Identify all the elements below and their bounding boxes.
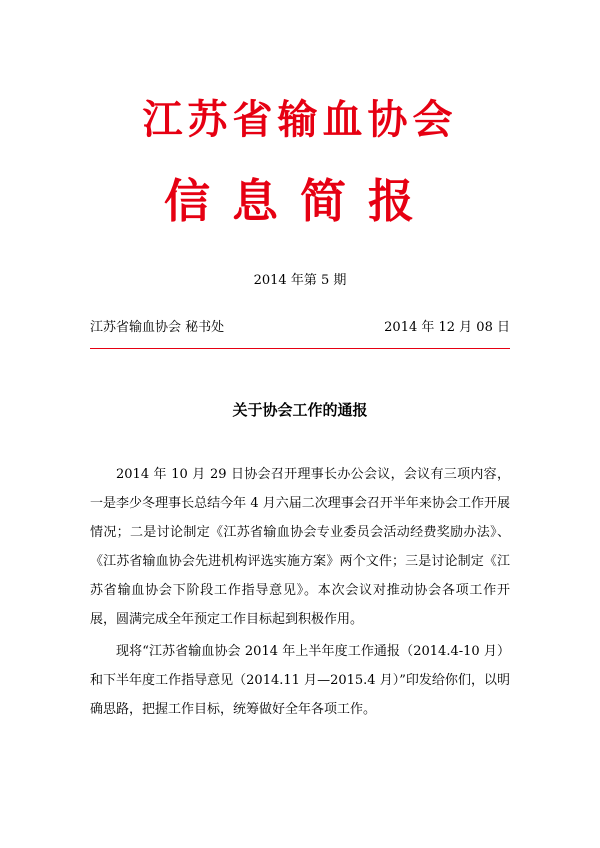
document-heading: 关于协会工作的通报: [232, 401, 368, 419]
body-paragraph: 现将“江苏省输血协会 2014 年上半年度工作通报（2014.4-10 月）和下半年度工作指导意见（2014.11 月—2015.4 月）”印发给你们，以明确思路，把握工作目标，统筹做好全年各项工作。: [90, 644, 510, 717]
header-divider: [90, 348, 510, 349]
issuer-row: [90, 319, 510, 337]
issuing-office: 江苏省输血协会 秘书处: [90, 320, 225, 335]
issue-number: 2014 年第 5 期: [253, 273, 347, 288]
document-body: [90, 460, 510, 727]
bulletin-title: 信息简报: [164, 174, 436, 228]
issue-date: 2014 年 12 月 08 日: [384, 320, 510, 335]
organization-title: 江苏省输血协会: [142, 97, 458, 143]
body-paragraph: 2014 年 10 月 29 日协会召开理事长办公会议，会议有三项内容，一是李少冬理事长总结今年 4 月六届二次理事会召开半年来协会工作开展情况；二是讨论制定《江苏省输血协会专业委员会活动经费奖励办法》、《江苏省输血协会先进机构评选实施方案》两个文件；三是讨论制定《江苏省输血协会下阶段工作指导意见》。本次会议对推动协会各项工作开展，圆满完成全年预定工作目标起到积极作用。: [90, 467, 510, 627]
